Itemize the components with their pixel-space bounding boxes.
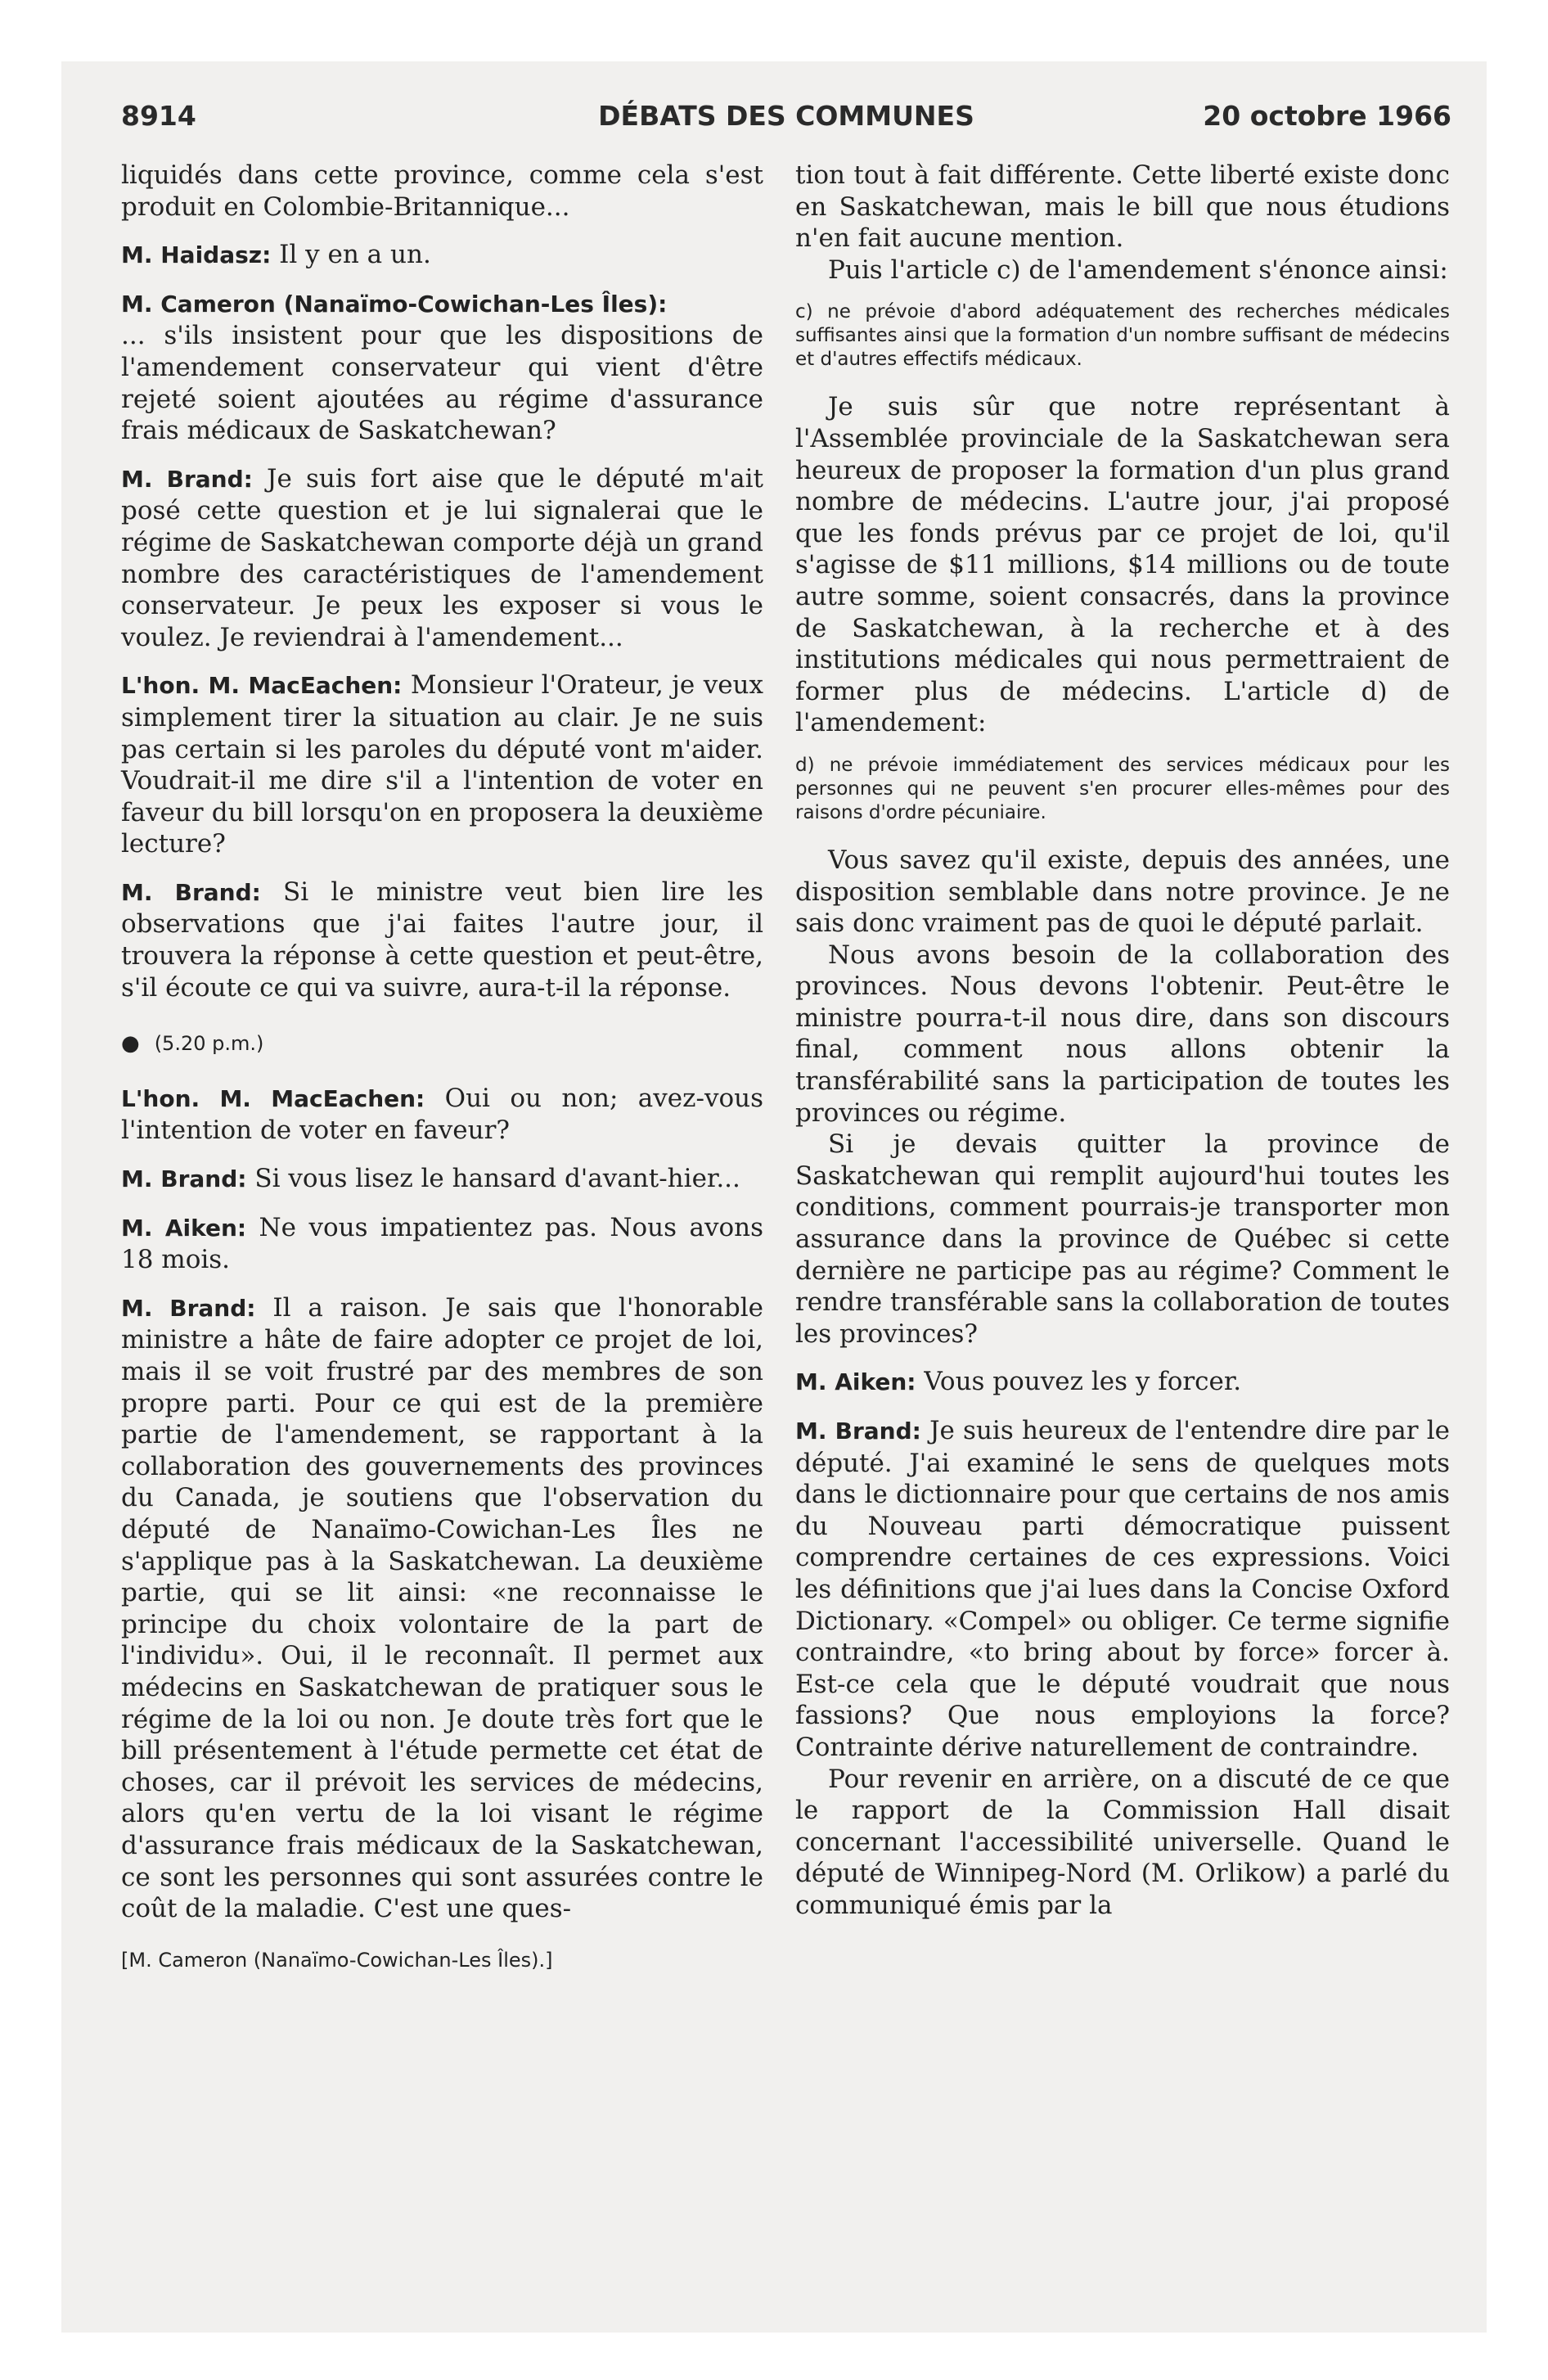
amendment-quote: d) ne prévoie immédiatement des services médicaux pour les personnes qui ne peuvent s'en procurer elles-mêmes pour des raisons d'ordre pécuniaire. [795, 754, 1450, 823]
speaker-name: M. Aiken: [121, 1214, 247, 1242]
speech-text: Je suis fort aise que le député m'ait posé cette question et je lui signalerai que le régime de Saskatchewan comporte déjà un grand nombre des caractéristiques de l'amendement conservateur. Je peux les exposer si vous le voulez. Je reviendrai à l'amendement... [121, 463, 764, 652]
speech [795, 1415, 1450, 1764]
speech-text: Si vous lisez le hansard d'avant-hier... [254, 1164, 740, 1194]
speech [121, 1163, 763, 1196]
speech [121, 877, 763, 1003]
paragraph [795, 845, 1450, 940]
speaker-name: M. Brand: [795, 1418, 921, 1445]
paragraph [795, 255, 1450, 286]
paragraph [795, 391, 1450, 739]
speech-text: Je suis heureux de l'entendre dire par le député. J'ai examiné le sens de quelques mots dans le dictionnaire pour que certains de nos amis du Nouveau parti démocratique puissent comprendre certaines de ces expressions. Voici les définitions que j'ai lues dans la Concise Oxford Dictionary. «Compel» ou obliger. Ce terme signifie contraindre, «to bring about by force» forcer à. Est-ce cela que le député voudrait que nous fassions? Que nous employions la force? Contrainte dérive naturellement de contraindre. [795, 1416, 1450, 1762]
timestamp-text: (5.20 p.m.) [154, 1032, 264, 1056]
speaker-name: M. Brand: [121, 1294, 256, 1322]
speech [121, 288, 763, 447]
paragraph [795, 160, 1450, 255]
speech [121, 463, 763, 654]
paragraph-text: liquidés dans cette province, comme cela s'est produit en Colombie-Britannique... [121, 160, 763, 222]
paragraph-text: Nous avons besoin de la collaboration des provinces. Nous devons l'obtenir. Peut-être le ministre pourra-t-il nous dire, dans son discours final, comment nous allons obtenir la transférabilité sans la participation de toutes les provinces ou régime. [795, 940, 1450, 1128]
page-number: 8914 [121, 100, 196, 132]
speaker-name: L'hon. M. MacEachen: [121, 672, 403, 700]
speech [121, 1292, 763, 1925]
speaker-name: M. Brand: [121, 1165, 247, 1193]
speech-text: Si le ministre veut bien lire les observations que j'ai faites l'autre jour, il trouvera la réponse à cette question et peut-être, s'il écoute ce qui va suivre, aura-t-il la réponse. [121, 877, 763, 1003]
speaker-name: M. Aiken: [795, 1368, 916, 1396]
speech [121, 1212, 763, 1276]
speaker-name: L'hon. M. MacEachen: [121, 1084, 425, 1112]
speech-text: Oui ou non; avez-vous l'intention de voter en faveur? [121, 1083, 763, 1146]
speech [121, 239, 763, 272]
paragraph [795, 940, 1450, 1129]
left-column [121, 160, 763, 1976]
speaker-name: M. Brand: [121, 465, 253, 493]
paragraph [795, 1764, 1450, 1922]
speech-text: Il y en a un. [279, 240, 431, 270]
speaker-footnote: [M. Cameron (Nanaïmo-Cowichan-Les Îles).] [121, 1948, 553, 1972]
speech-text: Vous pouvez les y forcer. [924, 1367, 1242, 1397]
speech-text: ... s'ils insistent pour que les dispositions de l'amendement conservateur qui vient d'être rejeté soient ajoutées au régime d'assurance frais médicaux de Saskatchewan? [121, 321, 763, 446]
speaker-name: M. Haidasz: [121, 241, 272, 269]
speech-text: Ne vous impatientez pas. Nous avons 18 mois. [121, 1212, 764, 1275]
speech [121, 669, 763, 860]
bullet-icon: ● [121, 1031, 140, 1057]
paragraph-text: Puis l'article c) de l'amendement s'énonce ainsi: [828, 255, 1448, 285]
speech [795, 1366, 1450, 1399]
amendment-quote: c) ne prévoie d'abord adéquatement des recherches médicales suffisantes ainsi que la formation d'un nombre suffisant de médecins et d'autres effectifs médicaux. [795, 301, 1450, 371]
page-header [121, 100, 1451, 141]
paragraph-text: Si je devais quitter la province de Saskatchewan qui remplit aujourd'hui toutes les conditions, comment pourrais-je transporter mon assurance dans la province de Québec si cette dernière ne participe pas au régime? Comment le rendre transférable sans la collaboration de toutes les provinces? [795, 1129, 1450, 1349]
paragraph-text: Vous savez qu'il existe, depuis des années, une disposition semblable dans notre province. Je ne sais donc vraiment pas de quoi le député parlait. [795, 845, 1450, 939]
speaker-name: M. Brand: [121, 878, 261, 906]
speech-text: Monsieur l'Orateur, je veux simplement tirer la situation au clair. Je ne suis pas certain si les paroles du député vont m'aider. Voudrait-il me dire s'il a l'intention de voter en faveur du bill lorsqu'on en proposera la deuxième lecture? [121, 670, 764, 859]
paragraph [121, 160, 763, 223]
page-title: DÉBATS DES COMMUNES [598, 100, 974, 132]
paragraph-text: Pour revenir en arrière, on a discuté de ce que le rapport de la Commission Hall disait concernant l'accessibilité universelle. Quand le député de Winnipeg-Nord (M. Orlikow) a parlé du communiqué émis par la [795, 1764, 1450, 1920]
speech-text: Il a raison. Je sais que l'honorable ministre a hâte de faire adopter ce projet de loi, mais il se voit frustré par des membres de son propre parti. Pour ce qui est de la première partie de l'amendement, se rapportant à la collaboration des gouvernements des provinces du Canada, je soutiens que l'observation du député de Nanaïmo-Cowichan-Les Îles ne s'applique pas à la Saskatchewan. La deuxième partie, qui se lit ainsi: «ne reconnaisse le principe du choix volontaire de la part de l'individu». Oui, il le reconnaît. Il permet aux médecins en Saskatchewan de pratiquer sous le régime de la loi ou non. Je doute très fort que le bill présentement à l'étude permette cet état de choses, car il prévoit les services de médecins, alors qu'en vertu de la loi visant le régime d'assurance frais médicaux de la Saskatchewan, ce sont les personnes qui sont assurées contre le coût de la maladie. C'est une ques- [121, 1292, 764, 1924]
page-date: 20 octobre 1966 [1203, 100, 1451, 132]
timestamp [121, 1028, 763, 1060]
right-column [795, 160, 1450, 1922]
paragraph-text: tion tout à fait différente. Cette liberté existe donc en Saskatchewan, mais le bill que nous étudions n'en fait aucune mention. [795, 160, 1450, 254]
speaker-name: M. Cameron (Nanaïmo-Cowichan-Les Îles): [121, 290, 668, 318]
paragraph-text: Je suis sûr que notre représentant à l'Assemblée provinciale de la Saskatchewan sera heureux de proposer la formation d'un plus grand nombre de médecins. L'autre jour, j'ai proposé que les fonds prévus par ce projet de loi, qu'il s'agisse de $11 millions, $14 millions ou de toute autre somme, soient consacrés, dans la province de Saskatchewan, à la recherche et à des institutions médicales qui nous permettraient de former plus de médecins. L'article d) de l'amendement: [795, 392, 1450, 738]
speech [121, 1083, 763, 1147]
paragraph [795, 1129, 1450, 1350]
